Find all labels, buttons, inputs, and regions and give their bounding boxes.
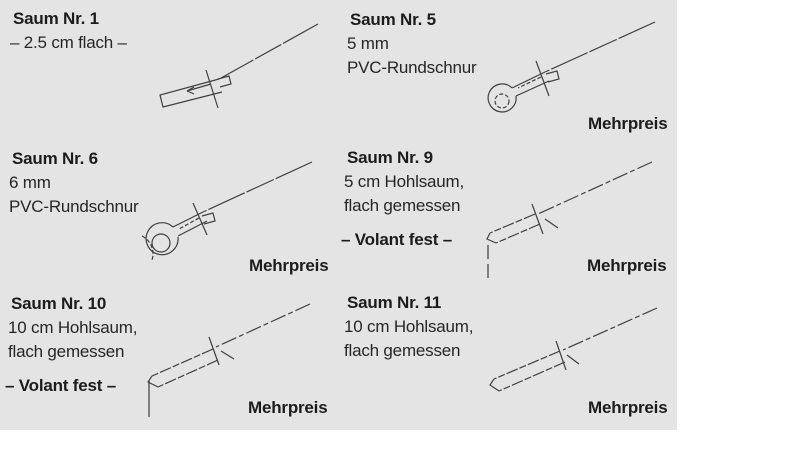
seam-description-line: 10 cm Hohlsaum, — [344, 317, 474, 336]
seam-description-line: flach gemessen — [344, 196, 461, 215]
seam-title: Saum Nr. 1 — [13, 9, 99, 28]
seam-description-line: – 2.5 cm flach – — [10, 33, 127, 52]
seam-description-line: PVC-Rundschnur — [9, 197, 139, 216]
panel-saum-1 — [10, 7, 127, 55]
seam-title: Saum Nr. 5 — [350, 10, 436, 29]
seam-description-line: 6 mm — [9, 173, 51, 192]
seam-description-line: 5 cm Hohlsaum, — [344, 172, 465, 191]
seam-description-line: 5 mm — [347, 34, 389, 53]
volant-note: – Volant fest – — [341, 230, 452, 249]
panel-saum-9 — [341, 146, 465, 252]
seam-title: Saum Nr. 10 — [11, 294, 107, 313]
flat-hem-diagram — [140, 15, 335, 115]
seam-description-line: 10 cm Hohlsaum, — [8, 318, 138, 337]
surcharge-label: Mehrpreis — [249, 256, 329, 275]
surcharge-label: Mehrpreis — [588, 398, 668, 417]
seam-description-line: flach gemessen — [344, 341, 461, 360]
seam-description-line: flach gemessen — [8, 342, 125, 361]
panel-saum-5 — [347, 8, 476, 80]
surcharge-label: Mehrpreis — [248, 398, 328, 417]
seam-description-line: PVC-Rundschnur — [347, 58, 477, 77]
surcharge-label: Mehrpreis — [587, 256, 667, 275]
seam-title: Saum Nr. 11 — [347, 293, 442, 312]
pvc-round-cord-diagram — [135, 155, 325, 265]
panel-saum-11 — [344, 291, 473, 363]
panel-saum-6 — [9, 147, 138, 219]
panel-saum-10 — [5, 292, 138, 398]
pvc-round-cord-diagram — [480, 14, 670, 119]
seam-title: Saum Nr. 6 — [12, 149, 98, 168]
volant-note: – Volant fest – — [5, 376, 116, 395]
surcharge-label: Mehrpreis — [588, 114, 668, 133]
hollow-hem-diagram — [455, 302, 665, 407]
seam-title: Saum Nr. 9 — [347, 148, 433, 167]
